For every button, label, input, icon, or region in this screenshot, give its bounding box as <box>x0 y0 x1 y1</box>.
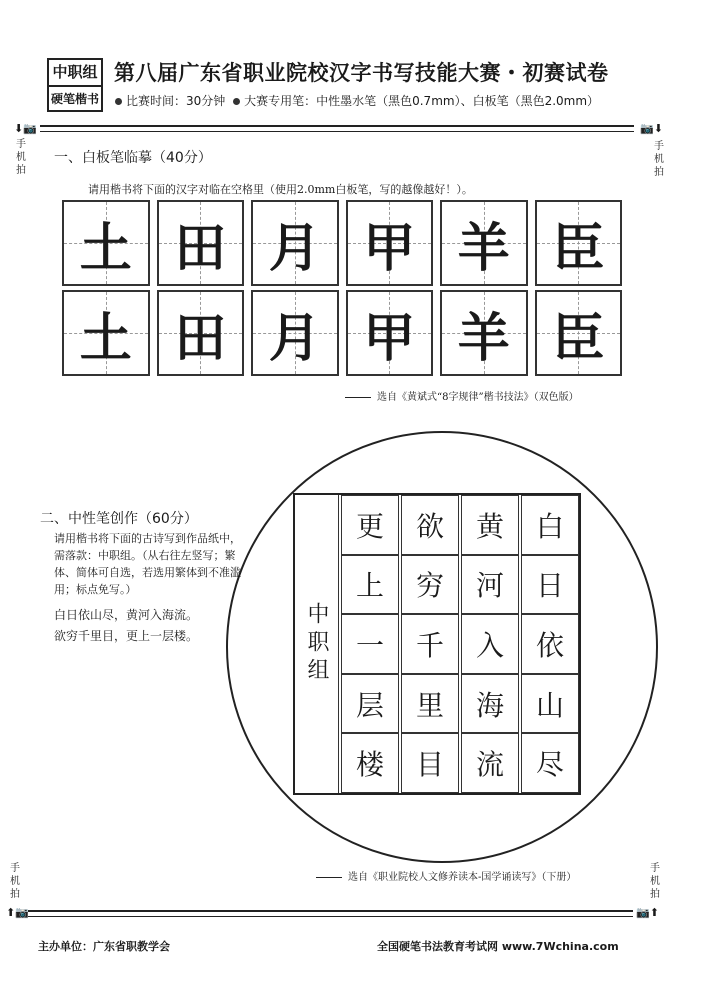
sample-char: 月 <box>268 217 321 279</box>
sample-char: 月 <box>268 307 321 369</box>
badge-group: 中职组 <box>49 60 101 87</box>
poem-cell[interactable]: 黄 <box>461 495 519 555</box>
website: 全国硬笔书法教育考试网 www.7Wchina.com <box>377 940 619 953</box>
poem-cell[interactable]: 白 <box>521 495 579 555</box>
poem-cell[interactable]: 入 <box>461 614 519 674</box>
poem-cell[interactable]: 穷 <box>401 555 459 615</box>
grid-cell[interactable] <box>157 200 245 286</box>
section1-instruction: 请用楷书将下面的汉字对临在空格里（使用2.0mm白板笔，写的越像越好！）。 <box>88 183 473 196</box>
exam-pen: 大赛专用笔：中性墨水笔（黑色0.7mm）、白板笔（黑色2.0mm） <box>244 94 600 108</box>
sample-char: 羊 <box>457 217 510 279</box>
poem-cell[interactable]: 尽 <box>521 733 579 793</box>
sample-char: 土 <box>79 307 132 369</box>
group-badge <box>47 58 103 112</box>
composition-grid <box>293 493 581 795</box>
sample-char: 田 <box>174 217 227 279</box>
section1-title: 一、白板笔临摹（40分） <box>54 150 212 166</box>
phone-label-right-top: 手机拍 <box>654 141 664 178</box>
poem-cell[interactable]: 欲 <box>401 495 459 555</box>
signature-column[interactable] <box>295 495 339 793</box>
exam-subtitle <box>115 92 599 109</box>
grid-cell[interactable] <box>157 290 245 376</box>
poem-cell[interactable]: 目 <box>401 733 459 793</box>
grid-cell[interactable] <box>346 200 434 286</box>
grid-cell[interactable] <box>346 290 434 376</box>
signature-text: 中职组 <box>304 601 329 686</box>
exam-time: 比赛时间：30分钟 <box>126 94 226 108</box>
copy-grid <box>62 200 622 376</box>
poem-cell[interactable]: 海 <box>461 674 519 734</box>
poem-cell[interactable]: 一 <box>341 614 399 674</box>
section2-instruction: 请用楷书将下面的古诗写到作品纸中，需落款：中职组。（从右往左竖写；繁体、简体可自选，若选用繁体到不准滥用；标点免写。） <box>54 532 241 596</box>
poem-cell[interactable]: 层 <box>341 674 399 734</box>
poem-line: 白日依山尽，黄河入海流。 <box>54 608 199 622</box>
grid-cell[interactable] <box>440 200 528 286</box>
poem-cell[interactable]: 依 <box>521 614 579 674</box>
footer-rule <box>28 910 633 917</box>
sample-char: 甲 <box>363 217 416 279</box>
camera-icon: 📷⬇ <box>640 122 663 135</box>
section2-title: 二、中性笔创作（60分） <box>40 511 198 527</box>
phone-label-left-top: 手机拍 <box>16 139 26 176</box>
poem-cell[interactable]: 里 <box>401 674 459 734</box>
header-rule <box>40 125 634 132</box>
grid-cell[interactable] <box>62 290 150 376</box>
camera-icon: ⬇📷 <box>14 122 37 135</box>
bullet-dot <box>233 98 240 105</box>
grid-cell[interactable] <box>440 290 528 376</box>
section1-source <box>345 388 579 403</box>
sample-char: 甲 <box>363 307 416 369</box>
sample-char: 羊 <box>457 307 510 369</box>
poem-cell[interactable]: 楼 <box>341 733 399 793</box>
poem-cell[interactable]: 上 <box>341 555 399 615</box>
section2-source-text: 选自《职业院校人文修养读本-国学诵读写》（下册） <box>348 872 577 883</box>
poem <box>54 605 198 647</box>
source-dash <box>316 877 342 878</box>
grid-cell[interactable] <box>251 290 339 376</box>
poem-cell[interactable]: 更 <box>341 495 399 555</box>
sample-char: 臣 <box>552 217 605 279</box>
badge-style: 硬笔楷书 <box>50 92 99 106</box>
organizer: 主办单位：广东省职教学会 <box>38 940 170 953</box>
sample-char: 田 <box>174 307 227 369</box>
grid-cell[interactable] <box>251 200 339 286</box>
poem-cell[interactable]: 日 <box>521 555 579 615</box>
phone-label-left-bottom: 手机拍 <box>10 863 20 900</box>
section1-source-text: 选自《黄斌式“8字规律”楷书技法》（双色版） <box>377 392 579 403</box>
camera-icon: ⬆📷 <box>6 906 29 919</box>
bullet-dot <box>115 98 122 105</box>
poem-cell[interactable]: 山 <box>521 674 579 734</box>
poem-cell[interactable]: 流 <box>461 733 519 793</box>
section2-source <box>316 868 576 883</box>
exam-title: 第八届广东省职业院校汉字书写技能大赛・初赛试卷 <box>114 61 609 85</box>
poem-cell[interactable]: 千 <box>401 614 459 674</box>
phone-label-right-bottom: 手机拍 <box>650 863 660 900</box>
grid-cell[interactable] <box>62 200 150 286</box>
sample-char: 土 <box>79 217 132 279</box>
poem-cell[interactable]: 河 <box>461 555 519 615</box>
source-dash <box>345 397 371 398</box>
poem-line: 欲穷千里目，更上一层楼。 <box>54 629 199 643</box>
grid-cell[interactable] <box>535 290 623 376</box>
grid-cell[interactable] <box>535 200 623 286</box>
sample-char: 臣 <box>552 307 605 369</box>
camera-icon: 📷⬆ <box>636 906 659 919</box>
